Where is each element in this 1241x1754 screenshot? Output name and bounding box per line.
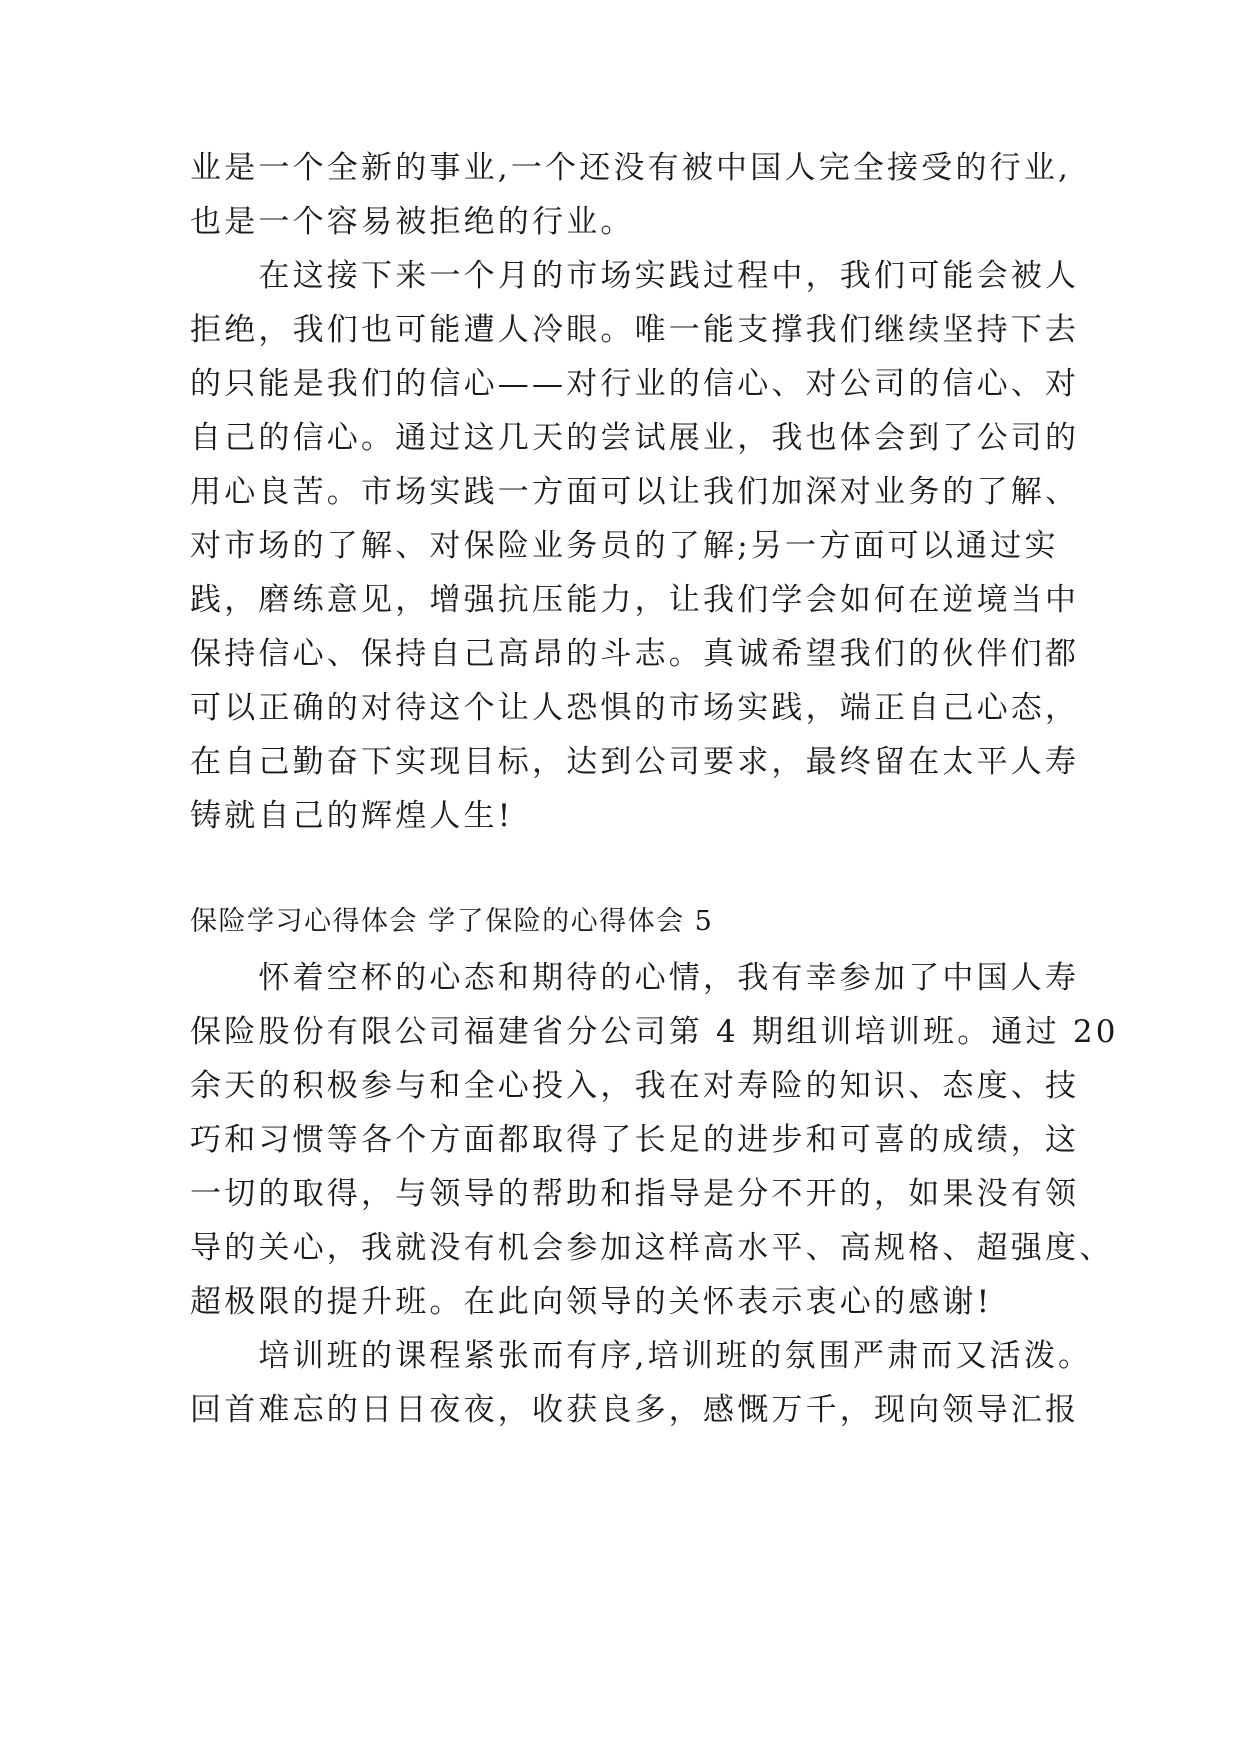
text-line: 超极限的提升班。在此向领导的关怀表示衷心的感谢! [190,1284,993,1320]
text-line: 保险股份有限公司福建省分公司第 4 期组训培训班。通过 20 [190,1014,1119,1050]
text-line: 铸就自己的辉煌人生! [190,798,514,834]
text-line: 可以正确的对待这个让人恐惧的市场实践，端正自己心态， [190,690,1080,726]
text-line: 导的关心，我就没有机会参加这样高水平、高规格、超强度、 [190,1230,1114,1266]
section-heading: 保险学习心得体会 学了保险的心得体会 5 [190,906,714,937]
text-line: 一切的取得，与领导的帮助和指导是分不开的，如果没有领 [190,1176,1080,1212]
text-line: 余天的积极参与和全心投入，我在对寿险的知识、态度、技 [190,1068,1080,1104]
text-line: 自己的信心。通过这几天的尝试展业，我也体会到了公司的 [190,420,1080,456]
text-line: 的只能是我们的信心——对行业的信心、对公司的信心、对 [190,366,1080,402]
text-line: 怀着空杯的心态和期待的心情，我有幸参加了中国人寿 [190,960,1080,996]
text-line: 对市场的了解、对保险业务员的了解;另一方面可以通过实 [190,528,1059,564]
text-line: 巧和习惯等各个方面都取得了长足的进步和可喜的成绩，这 [190,1122,1080,1158]
text-line: 践，磨练意见，增强抗压能力，让我们学会如何在逆境当中 [190,582,1080,618]
text-line: 回首难忘的日日夜夜，收获良多，感慨万千，现向领导汇报 [190,1392,1080,1428]
text-line: 在自己勤奋下实现目标，达到公司要求，最终留在太平人寿 [190,744,1080,780]
text-line: 培训班的课程紧张而有序,培训班的氛围严肃而又活泼。 [190,1338,1093,1374]
text-line: 保持信心、保持自己高昂的斗志。真诚希望我们的伙伴们都 [190,636,1080,672]
text-line: 用心良苦。市场实践一方面可以让我们加深对业务的了解、 [190,474,1080,510]
text-line: 也是一个容易被拒绝的行业。 [190,204,635,240]
text-line: 拒绝，我们也可能遭人冷眼。唯一能支撑我们继续坚持下去 [190,312,1080,348]
text-line: 在这接下来一个月的市场实践过程中，我们可能会被人 [190,258,1080,294]
text-line: 业是一个全新的事业,一个还没有被中国人完全接受的行业, [190,150,1072,186]
